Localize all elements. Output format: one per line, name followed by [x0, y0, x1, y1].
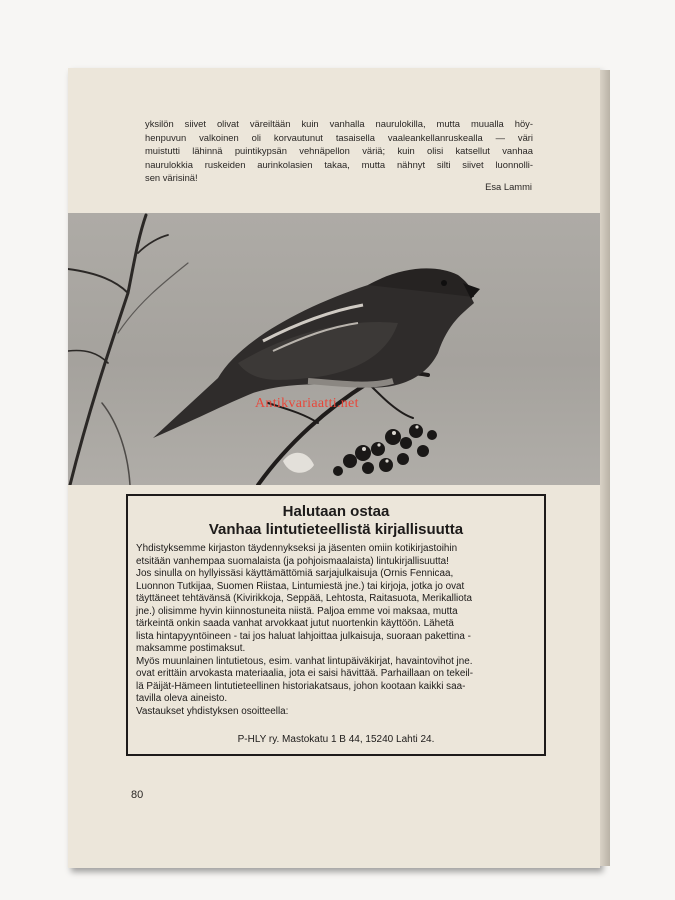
ad-line: Jos sinulla on hyllyissäsi käyttämättömiä sarjajulkaisuja (Ornis Fennicaa, — [136, 568, 454, 579]
ad-line: jne.) olisimme hyvin kiinnostuneita niistä. Paljoa emme voi maksaa, mutta — [136, 605, 458, 617]
intro-line: sen värisinä! — [145, 172, 198, 184]
rowan-berries — [333, 424, 437, 476]
perch-branch — [258, 373, 428, 485]
bird-photo — [68, 213, 600, 485]
intro-line: naurulokkia ruskeiden aurinkolasien takaa, mutta nähnyt silti siivet luonnolli- — [145, 158, 533, 170]
page-number: 80 — [131, 789, 144, 801]
ad-body — [136, 543, 531, 718]
intro-paragraph — [145, 117, 533, 185]
leaf — [283, 453, 314, 473]
ad-line: etsitään vanhempaa suomalaista (ja pohjoismaalaista) lintukirjallisuutta! — [136, 555, 449, 567]
intro-line: muistutti lähinnä puintikypsän vehnäpellon väriä; kuin olisi katsellut vanhaa — [145, 145, 533, 157]
intro-line: yksilön siivet olivat väreiltään kuin vanhalla naurulokilla, mutta muualla höy- — [145, 118, 533, 129]
bird-illustration — [68, 213, 600, 485]
ad-line: Yhdistyksemme kirjaston täydennykseksi ja jäsenten omiin kotikirjastoihin — [136, 543, 458, 554]
ad-line: Vastaukset yhdistyksen osoitteella: — [136, 705, 289, 717]
ad-address: P-HLY ry. Mastokatu 1 B 44, 15240 Lahti 24. — [237, 734, 435, 745]
watermark-text: Antikvariaatti.net — [255, 396, 359, 411]
ad-line: Myös muunlainen lintutietous, esim. vanhat lintupäiväkirjat, havaintovihot jne. — [136, 655, 473, 667]
author-signature: Esa Lammi — [485, 181, 532, 192]
intro-line: henpuvun valkoinen oli korvautunut tasaisella vaaleankellanruskealla — väri — [145, 131, 533, 143]
ad-line: ovat erittäin arvokasta materiaalia, jota ei saisi hävittää. Parhaillaan on tekeil- — [136, 668, 474, 679]
twig-branches — [68, 215, 188, 485]
ad-line: lä Päijät-Hämeen lintutieteellinen historiakatsaus, johon kootaan kaikki saa- — [136, 680, 466, 692]
ad-line: täyttäneet tehtävänsä (Kivirikkoja, Seppää, Lehtosta, Raitasuota, Merikalliota — [136, 593, 472, 604]
ad-subtitle: Vanhaa lintutieteellistä kirjallisuutta — [208, 521, 464, 538]
page-edge — [600, 70, 610, 866]
ad-line: tavilla oleva aineisto. — [136, 693, 228, 704]
ad-title: Halutaan ostaa — [282, 503, 390, 520]
ad-line: tärkeintä onkin saada vanhat arvokkaat jutut nuortenkin käyttöön. Lähetä — [136, 618, 454, 629]
ad-line: lista hintapyyntöineen - tai jos haluat lahjoittaa julkaisuja, suoraan pakettina - — [136, 630, 471, 642]
ad-line: maksamme postimaksut. — [136, 643, 246, 654]
bird — [153, 268, 480, 438]
ad-line: Luonnon Tutkijaa, Suomen Riistaa, Lintumiestä jne.) tai kirjoja, jotka jo ovat — [136, 580, 465, 592]
